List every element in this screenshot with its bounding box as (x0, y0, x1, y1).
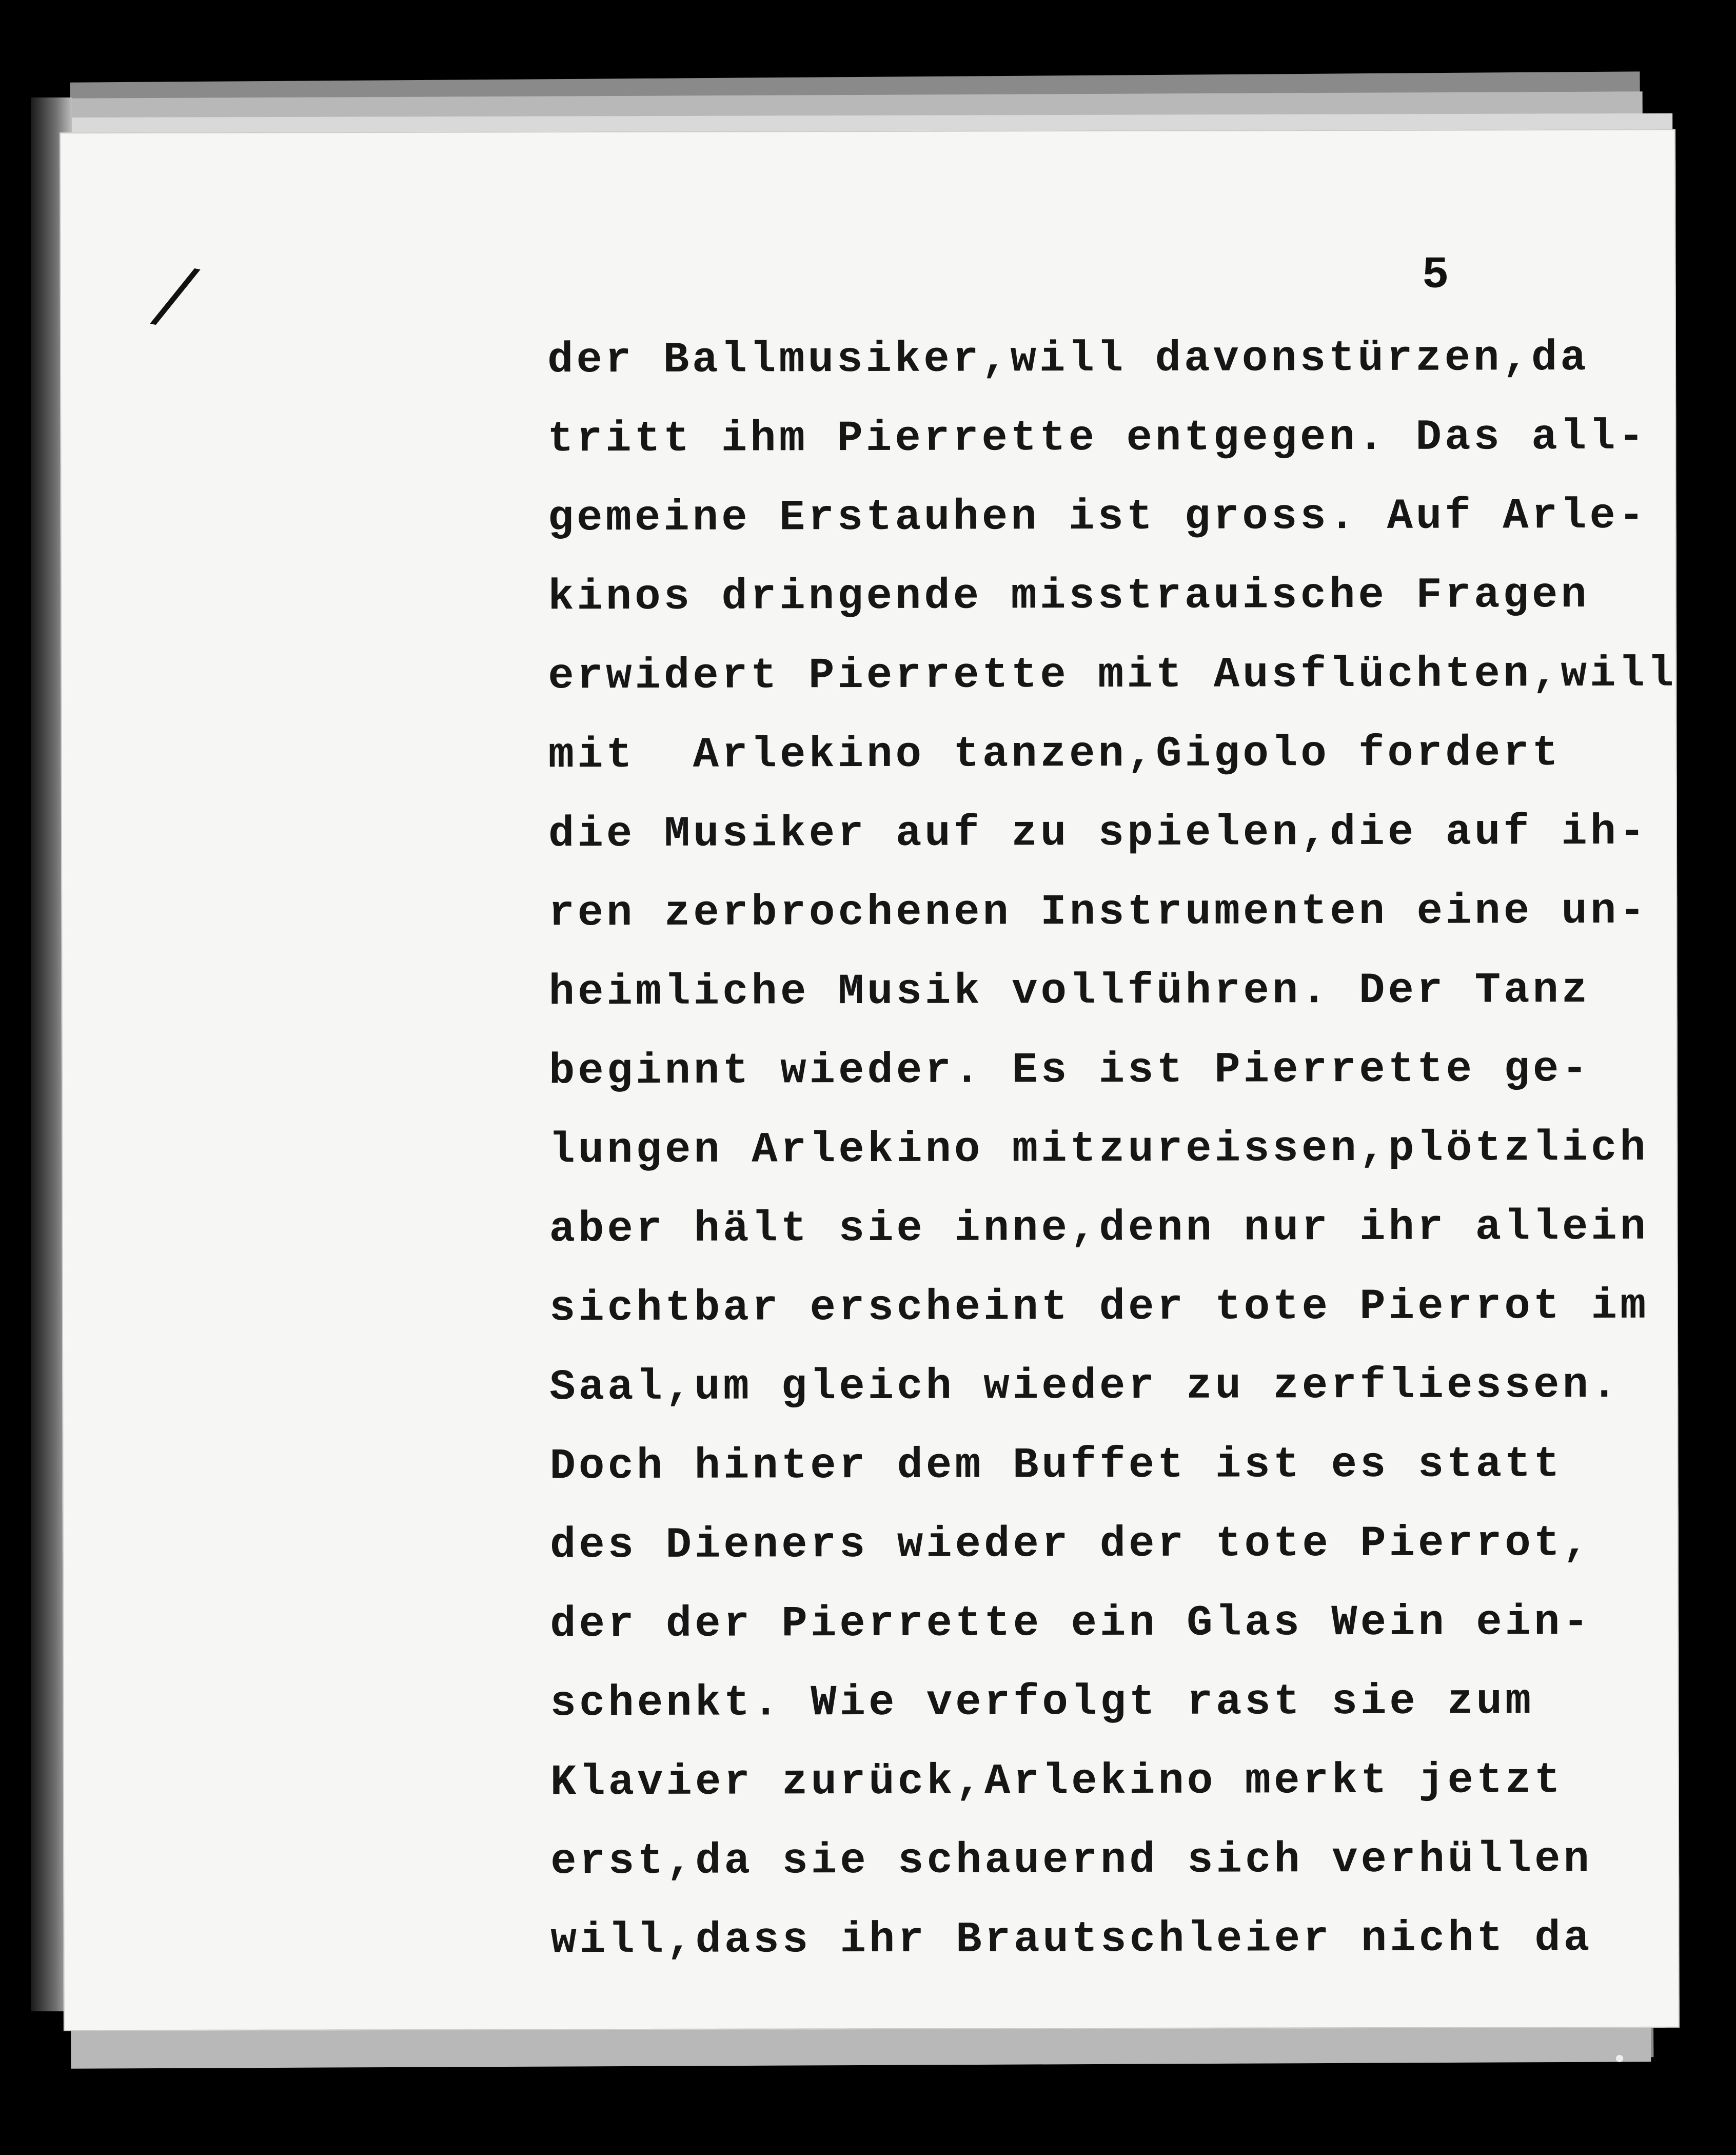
text-line: der Ballmusiker,will davonstürzen,da (547, 334, 1589, 385)
text-line: gemeine Erstauhen ist gross. Auf Arle- (547, 492, 1648, 543)
text-line: schenkt. Wie verfolgt rast sie zum (550, 1677, 1534, 1729)
text-line: beginnt wieder. Es ist Pierrette ge- (548, 1045, 1591, 1096)
text-line: der der Pierrette ein Glas Wein ein- (550, 1598, 1592, 1650)
page-number: 5 (1422, 250, 1449, 301)
dust-speck (1616, 2055, 1623, 2062)
text-line: sichtbar erscheint der tote Pierrot im (549, 1282, 1649, 1334)
text-line: heimliche Musik vollführen. Der Tanz (548, 966, 1591, 1017)
text-line: ren zerbrochenen Instrumenten eine un- (548, 887, 1648, 938)
text-line: kinos dringende misstrauische Fragen (547, 571, 1590, 622)
text-line: Doch hinter dem Buffet ist es statt (549, 1440, 1563, 1492)
text-line: tritt ihm Pierrette entgegen. Das all- (547, 413, 1647, 464)
text-line: die Musiker auf zu spielen,die auf ih- (548, 808, 1648, 859)
text-line: aber hält sie inne,denn nur ihr allein (549, 1203, 1649, 1255)
text-line: erwidert Pierrette mit Ausflüchten,will (548, 650, 1677, 701)
text-line: Saal,um gleich wieder zu zerfliessen. (549, 1361, 1621, 1413)
text-line: erst,da sie schauernd sich verhüllen (550, 1835, 1592, 1887)
typewritten-page (60, 129, 1680, 2031)
text-line: des Dieners wieder der tote Pierrot, (549, 1519, 1592, 1571)
margin-mark: / (153, 248, 198, 342)
typed-text-body (547, 319, 1680, 1981)
text-line: Klavier zurück,Arlekino merkt jetzt (550, 1756, 1564, 1808)
text-line: will,dass ihr Brautschleier nicht da (550, 1914, 1593, 1966)
text-line: mit Arlekino tanzen,Gigolo fordert (548, 729, 1562, 780)
text-line: lungen Arlekino mitzureissen,plötzlich (549, 1124, 1649, 1176)
